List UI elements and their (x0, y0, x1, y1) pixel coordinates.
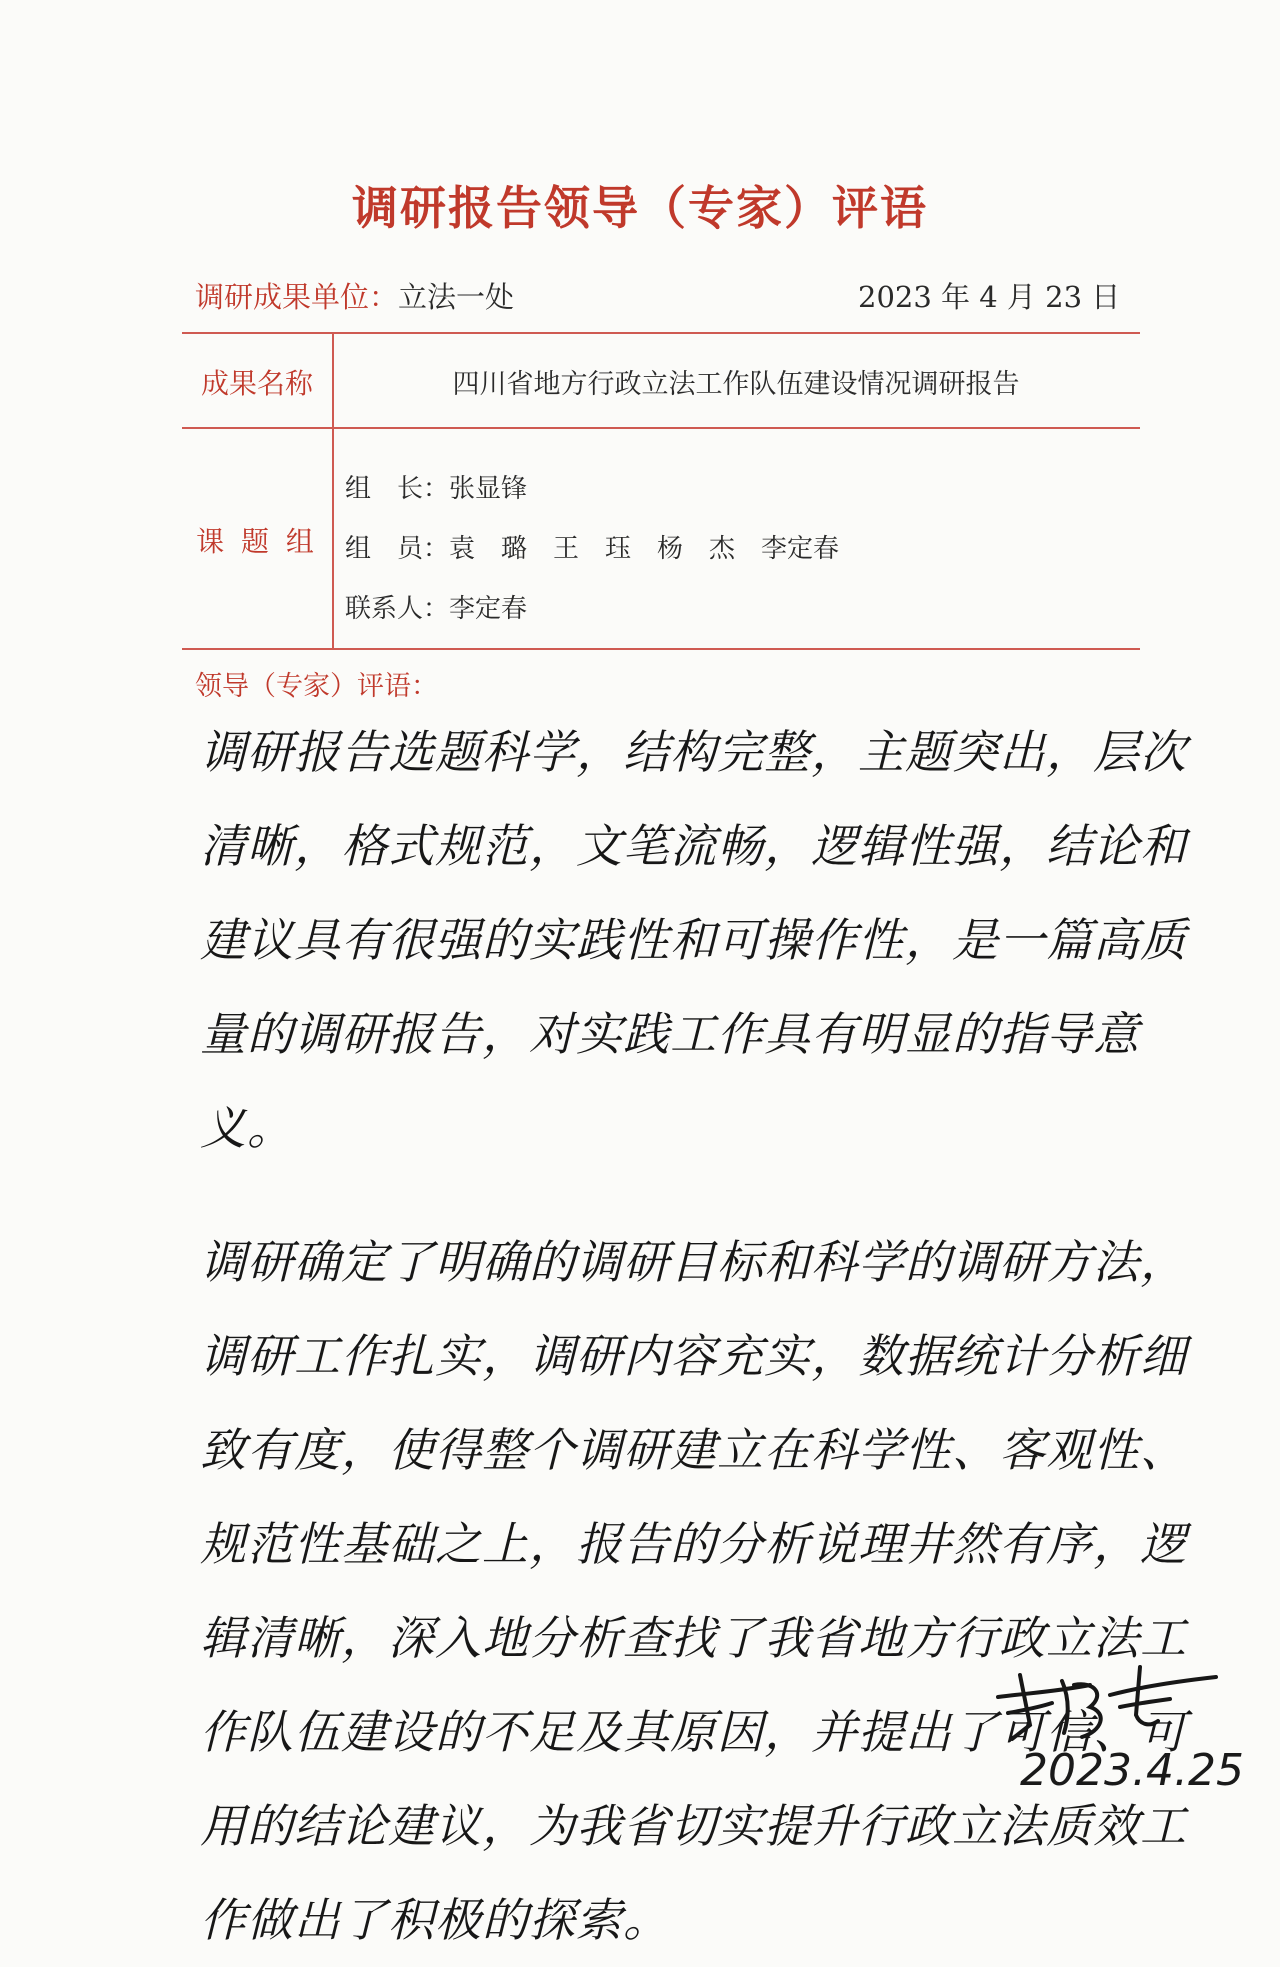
contact-label: 联系人： (345, 594, 450, 624)
team-contact-line (345, 588, 527, 625)
handwritten-signature (990, 1655, 1220, 1750)
table-rule-top (182, 332, 1140, 334)
leader-label: 组 长： (345, 474, 450, 504)
remarks-paragraph-1: 调研报告选题科学，结构完整，主题突出，层次清晰，格式规范，文笔流畅，逻辑性强，结论和建议具有很强的实践性和可操作性，是一篇高质量的调研报告，对实践工作具有明显的指导意义。 (200, 725, 1187, 1155)
team-members-line (345, 528, 839, 565)
unit-value: 立法一处 (398, 280, 515, 314)
leader-name: 张显锋 (449, 474, 528, 504)
members-label: 组 员： (345, 534, 450, 564)
signature-date: 2023.4.25 (1020, 1745, 1244, 1796)
team-label: 课 题 组 (196, 525, 318, 558)
members-names: 袁 璐 王 珏 杨 杰 李定春 (449, 534, 840, 564)
result-name-value: 四川省地方行政立法工作队伍建设情况调研报告 (452, 369, 1020, 400)
result-name-label: 成果名称 (200, 367, 313, 400)
form-date: 2023 年 4 月 23 日 (858, 280, 1121, 314)
remarks-paragraph-2: 调研确定了明确的调研目标和科学的调研方法，调研工作扎实，调研内容充实，数据统计分析细致有度，使得整个调研建立在科学性、客观性、规范性基础之上，报告的分析说理井然有序，逻辑清晰，深入地分析查找了我省地方行政立法工作队伍建设的不足及其原因，并提出了可信、可用的结论建议，为我省切实提升行政立法质效工作做出了积极的探索。 (200, 1235, 1187, 1947)
document-title: 调研报告领导（专家）评语 (352, 181, 928, 235)
table-rule-bottom (182, 648, 1140, 650)
table-rule-middle (182, 427, 1140, 429)
remarks-label: 领导（专家）评语： (195, 671, 438, 702)
team-leader-line (345, 468, 527, 505)
unit-label: 调研成果单位： (195, 280, 399, 314)
contact-name: 李定春 (449, 594, 528, 624)
unit-row (195, 275, 514, 316)
